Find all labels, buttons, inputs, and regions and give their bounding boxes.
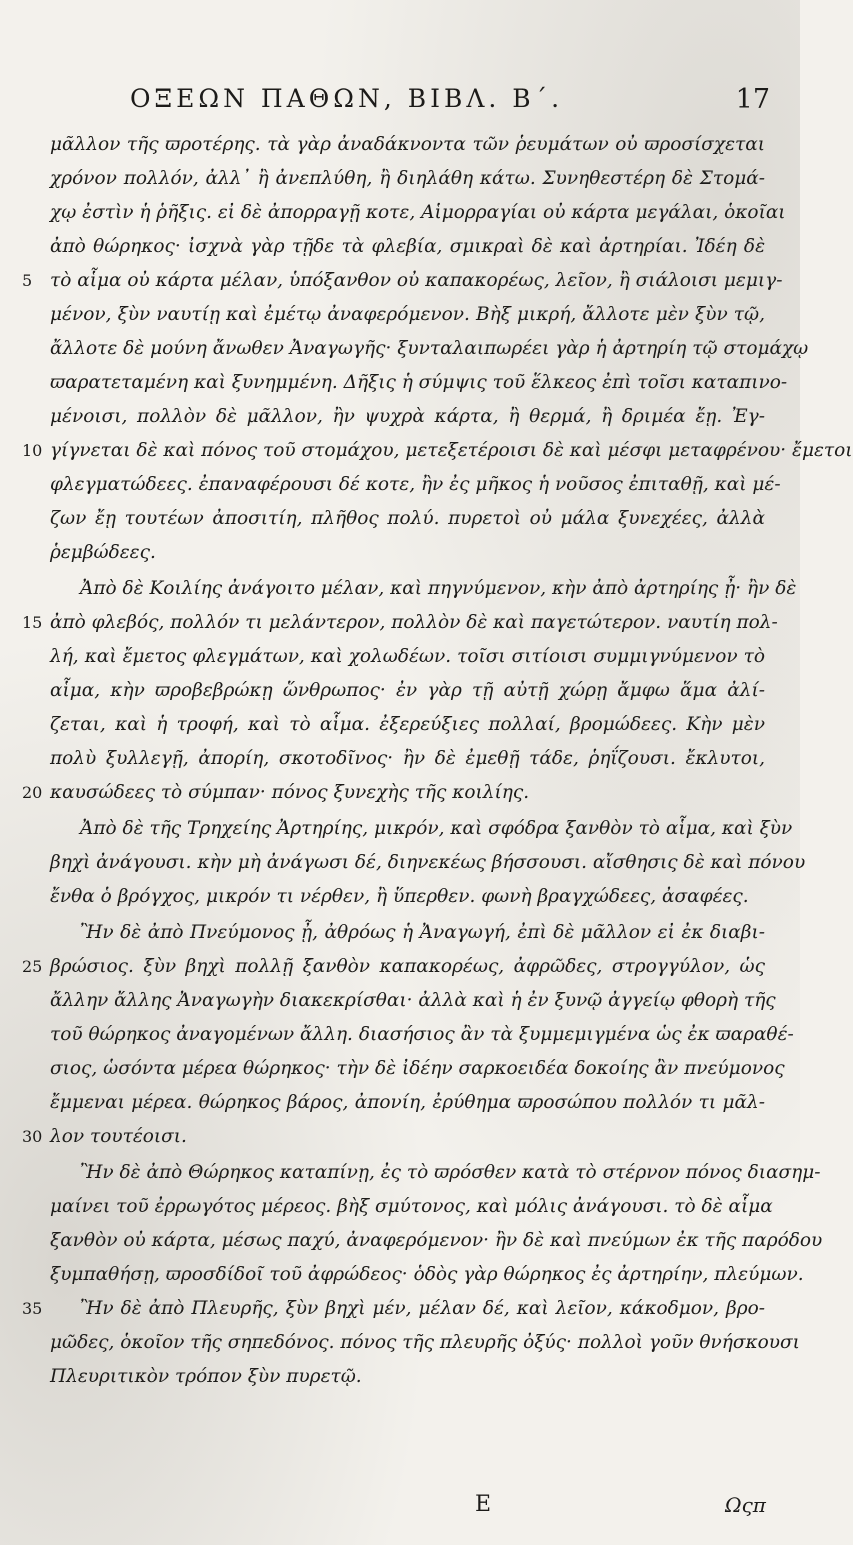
line-number: 35: [22, 1299, 43, 1318]
text-line: λον τουτέοισι.: [50, 1126, 187, 1147]
line-number: 30: [22, 1127, 43, 1146]
page-number: 17: [735, 84, 770, 115]
text-line: ῥεμβώδεες.: [50, 542, 156, 563]
running-header: [130, 84, 770, 124]
text-line: ἔνθα ὁ βρόγχος, μικρόν τι νέρθεν, ἢ ὕπερθεν. φωνὴ βραγχώδεες, ἀσαφέες.: [50, 886, 749, 907]
text-line: σιος, ὡσόντα μέρεα θώρηκος· τὴν δὲ ἰδέην σαρκοειδέα δοκοίης ἂν πνεύμονος: [50, 1058, 785, 1079]
text-line: μένον, ξὺν ναυτίῃ καὶ ἐμέτῳ ἀναφερόμενον. Βὴξ μικρή, ἄλλοτε μὲν ξὺν τῷ,: [50, 304, 765, 325]
signature-mark: E: [475, 1492, 492, 1517]
text-line: μῶδες, ὁκοῖον τῆς σηπεδόνος. πόνος τῆς πλευρῆς ὀξύς· πολλοὶ γοῦν θνήσκουσι: [50, 1332, 800, 1353]
running-title: ΟΞΕΩΝ ΠΑΘΩΝ, ΒΙΒΛ. Β΄.: [130, 84, 564, 113]
line-number: 25: [22, 957, 43, 976]
text-line: βηχὶ ἀνάγουσι. κὴν μὴ ἀνάγωσι δέ, διηνεκέως βήσσουσι. αἴσθησις δὲ καὶ πόνου: [50, 852, 806, 873]
text-line: ἔμμεναι μέρεα. θώρηκος βάρος, ἀπονίη, ἐρύθημα ϖροσώπου πολλόν τι μᾶλ-: [50, 1092, 765, 1113]
text-line: ξανθὸν οὐ κάρτα, μέσως παχύ, ἀναφερόμενον· ἢν δὲ καὶ πνεύμων ἐκ τῆς παρόδου: [50, 1230, 823, 1251]
text-line: μαίνει τοῦ ἐρρωγότος μέρεος. βὴξ σμύτονος, καὶ μόλις ἀνάγουσι. τὸ δὲ αἷμα: [50, 1196, 773, 1217]
line-number: 20: [22, 783, 43, 802]
text-line: χρόνον πολλόν, ἀλλ᾽ ἢ ἀνεπλύθη, ἢ διηλάθη κάτω. Συνηθεστέρη δὲ Στομά-: [50, 168, 765, 189]
text-line: Πλευριτικὸν τρόπον ξὺν πυρετῷ.: [50, 1366, 362, 1387]
text-line: ἄλλοτε δὲ μούνη ἄνωθεν Ἀναγωγῆς· ξυνταλαιπωρέει γὰρ ἡ ἀρτηρίη τῷ στομάχῳ: [50, 338, 809, 359]
catchword: Ωςπ: [725, 1493, 766, 1517]
text-line: ἄλλην ἄλλης Ἀναγωγὴν διακεκρίσθαι· ἀλλὰ καὶ ἡ ἐν ξυνῷ ἀγγείῳ φθορὴ τῆς: [50, 990, 776, 1011]
text-line: γίγνεται δὲ καὶ πόνος τοῦ στομάχου, μετεξετέροισι δὲ καὶ μέσφι μεταφρένου· ἔμετοι: [50, 440, 853, 461]
line-number: 5: [22, 271, 33, 290]
text-line: καυσώδεες τὸ σύμπαν· πόνος ξυνεχὴς τῆς κοιλίης.: [50, 782, 530, 803]
text-line: μένοισι, πολλὸν δὲ μᾶλλον, ἢν ψυχρὰ κάρτα, ἢ θερμά, ἢ δριμέα ἔῃ. Ἐγ-: [50, 406, 765, 427]
text-line: ϖαρατεταμένη καὶ ξυνημμένη. Δῆξις ἡ σύμψις τοῦ ἕλκεος ἐπὶ τοῖσι καταπινο-: [50, 372, 788, 393]
text-line: πολὺ ξυλλεγῇ, ἀπορίη, σκοτοδῖνος· ἢν δὲ ἐμεθῇ τάδε, ῥηΐζουσι. ἔκλυτοι,: [50, 748, 765, 769]
text-line: ἀπὸ θώρηκος· ἰσχνὰ γὰρ τῇδε τὰ φλεβία, σμικραὶ δὲ καὶ ἀρτηρίαι. Ἰδέη δὲ: [50, 236, 765, 257]
text-line: αἷμα, κὴν ϖροβεβρώκῃ ὥνθρωπος· ἐν γὰρ τῇ αὐτῇ χώρῃ ἄμφω ἅμα ἀλί-: [50, 680, 765, 701]
line-number: 15: [22, 613, 43, 632]
text-line: ξυμπαθήσῃ, ϖροσδίδοῖ τοῦ ἀφρώδεος· ὁδὸς γὰρ θώρηκος ἐς ἀρτηρίην, πλεύμων.: [50, 1264, 804, 1285]
text-line: Ἀπὸ δὲ τῆς Τρηχείης Ἀρτηρίης, μικρόν, καὶ σφόδρα ξανθὸν τὸ αἷμα, καὶ ξὺν: [80, 818, 793, 839]
text-line: Ἢν δὲ ἀπὸ Πλευρῆς, ξὺν βηχὶ μέν, μέλαν δέ, καὶ λεῖον, κάκοδμον, βρο-: [80, 1298, 765, 1319]
text-line: Ἢν δὲ ἀπὸ Θώρηκος καταπίνῃ, ἐς τὸ ϖρόσθεν κατὰ τὸ στέρνον πόνος διασημ-: [80, 1162, 821, 1183]
text-line: τὸ αἷμα οὐ κάρτα μέλαν, ὑπόξανθον οὐ καπακορέως, λεῖον, ἢ σιάλοισι μεμιγ-: [50, 270, 783, 291]
text-line: ζων ἔῃ τουτέων ἀποσιτίη, πλῆθος πολύ. πυρετοὶ οὐ μάλα ξυνεχέες, ἀλλὰ: [50, 508, 765, 529]
text-line: ζεται, καὶ ἡ τροφή, καὶ τὸ αἷμα. ἐξερεύξιες πολλαί, βρομώδεες. Κὴν μὲν: [50, 714, 765, 735]
text-line: φλεγματώδεες. ἐπαναφέρουσι δέ κοτε, ἢν ἐς μῆκος ἡ νοῦσος ἐπιταθῇ, καὶ μέ-: [50, 474, 781, 495]
text-line: ἀπὸ φλεβός, πολλόν τι μελάντερον, πολλὸν δὲ καὶ παγετώτερον. ναυτίη πολ-: [50, 612, 778, 633]
text-line: βρώσιος. ξὺν βηχὶ πολλῇ ξανθὸν καπακορέως, ἀφρῶδες, στρογγύλον, ὡς: [50, 956, 765, 977]
text-line: λή, καὶ ἔμετος φλεγμάτων, καὶ χολωδέων. τοῖσι σιτίοισι συμμιγνύμενον τὸ: [50, 646, 765, 667]
line-number: 10: [22, 441, 43, 460]
text-line: Ἢν δὲ ἀπὸ Πνεύμονος ᾖ, ἀθρόως ἡ Ἀναγωγή, ἐπὶ δὲ μᾶλλον εἰ ἐκ διαβι-: [80, 922, 765, 943]
text-line: μᾶλλον τῆς ϖροτέρης. τὰ γὰρ ἀναδάκνοντα τῶν ῥευμάτων οὐ ϖροσίσχεται: [50, 134, 765, 155]
text-line: Ἀπὸ δὲ Κοιλίης ἀνάγοιτο μέλαν, καὶ πηγνύμενον, κὴν ἀπὸ ἀρτηρίης ᾖ· ἢν δὲ: [80, 578, 797, 599]
text-line: τοῦ θώρηκος ἀναγομένων ἄλλη. διασήσιος ἂν τὰ ξυμμεμιγμένα ὡς ἐκ ϖαραθέ-: [50, 1024, 794, 1045]
text-line: χῳ ἐστὶν ἡ ῥῆξις. εἰ δὲ ἀπορραγῇ κοτε, Αἱμορραγίαι οὐ κάρτα μεγάλαι, ὁκοῖαι: [50, 202, 786, 223]
